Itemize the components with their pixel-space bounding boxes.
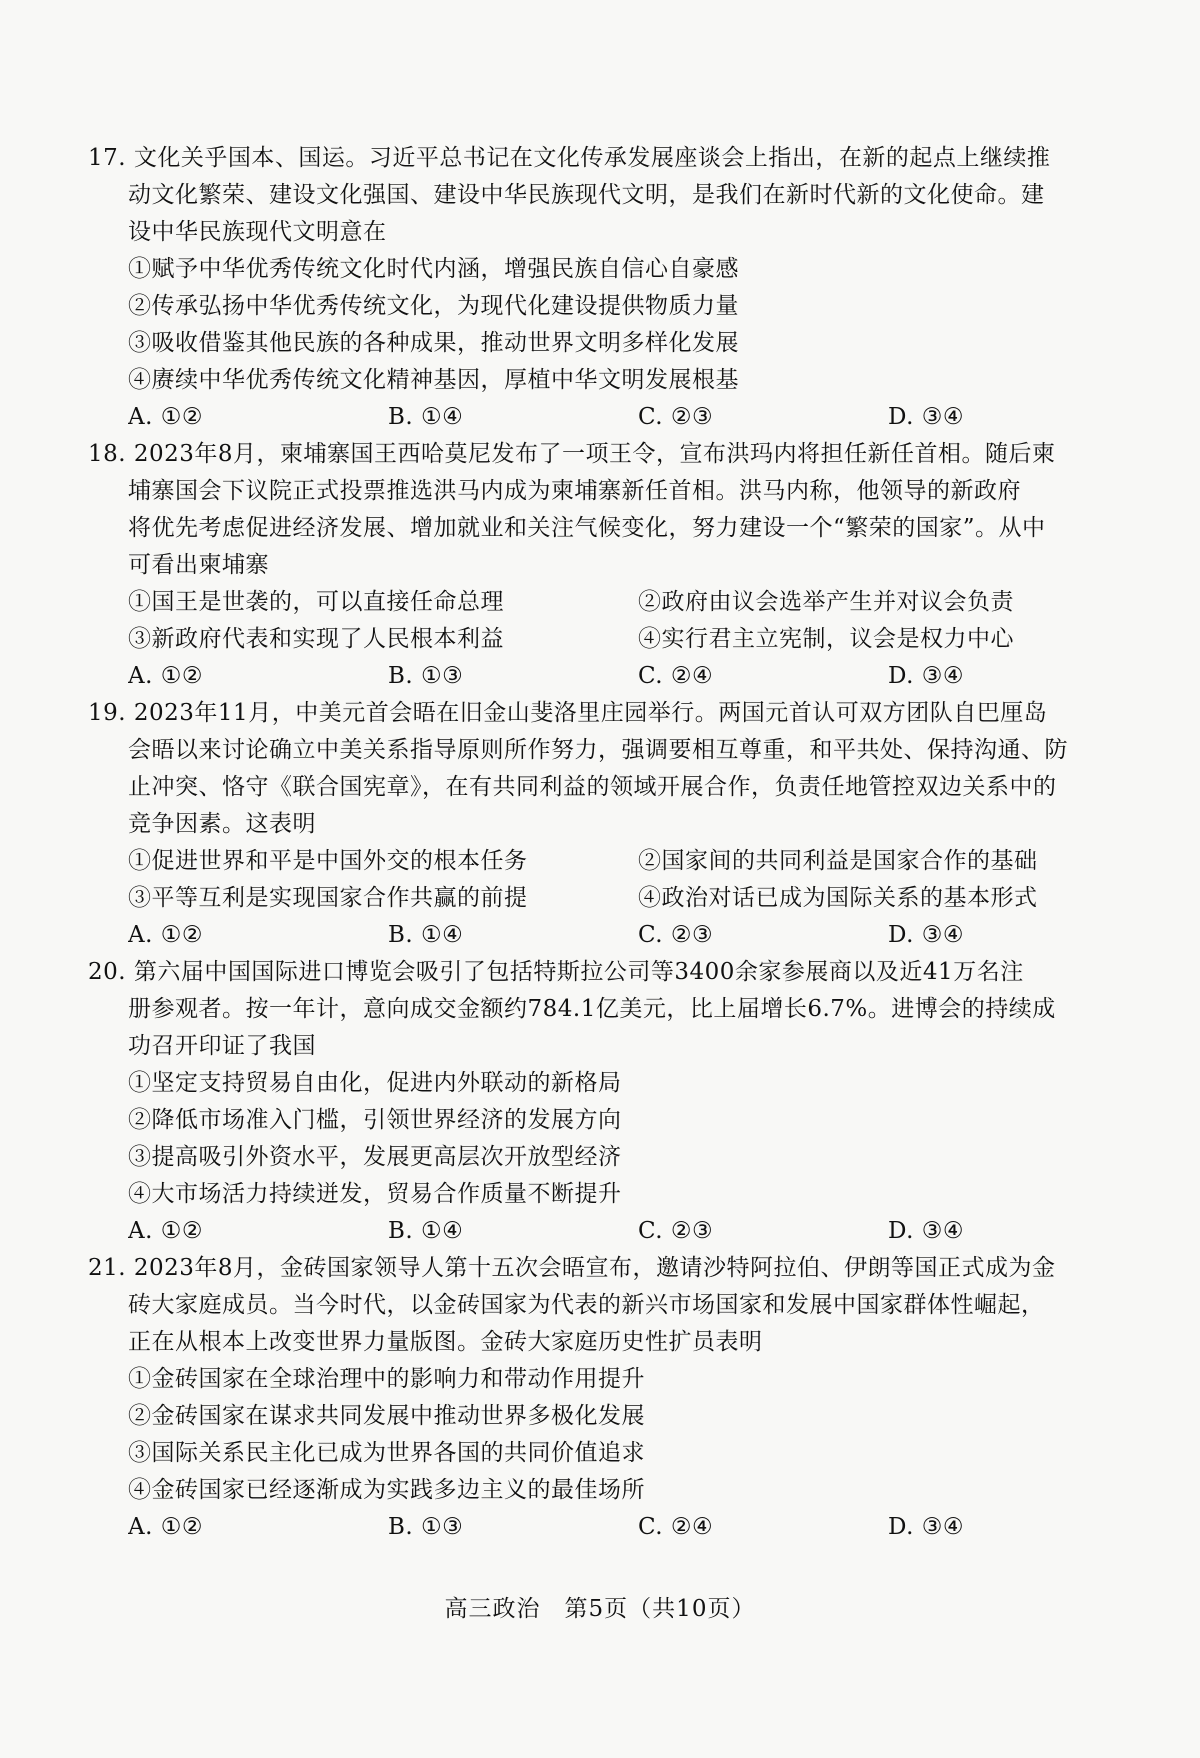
statement-option: ④实行君主立宪制，议会是权力中心 bbox=[638, 626, 1014, 652]
answer-choices bbox=[88, 917, 1078, 954]
choice-c: C. ②④ bbox=[638, 663, 714, 689]
statement-options bbox=[88, 843, 1078, 917]
statement-option: ②传承弘扬中华优秀传统文化，为现代化建设提供物质力量 bbox=[128, 293, 739, 319]
choice-a: A. ①② bbox=[128, 1514, 203, 1540]
statement-option: ②降低市场准入门槛，引领世界经济的发展方向 bbox=[128, 1107, 622, 1133]
question-stem-line: 砖大家庭成员。当今时代，以金砖国家为代表的新兴市场国家和发展中国家群体性崛起， bbox=[128, 1292, 1045, 1318]
statement-options bbox=[88, 584, 1078, 658]
question-stem-line: 竞争因素。这表明 bbox=[128, 811, 316, 837]
statement-option: ③平等互利是实现国家合作共赢的前提 bbox=[128, 885, 528, 911]
choice-a: A. ①② bbox=[128, 922, 203, 948]
question-stem-line: 功召开印证了我国 bbox=[128, 1033, 316, 1059]
question-stem-line: 20. 第六届中国国际进口博览会吸引了包括特斯拉公司等3400余家参展商以及近41万名注 bbox=[88, 959, 1024, 985]
choice-c: C. ②④ bbox=[638, 1514, 714, 1540]
answer-choices bbox=[88, 658, 1078, 695]
choice-d: D. ③④ bbox=[888, 1514, 964, 1540]
question-stem-line: 会晤以来讨论确立中美关系指导原则所作努力，强调要相互尊重，和平共处、保持沟通、防 bbox=[128, 737, 1068, 763]
statement-option: ②政府由议会选举产生并对议会负责 bbox=[638, 589, 1014, 615]
question-stem-line: 正在从根本上改变世界力量版图。金砖大家庭历史性扩员表明 bbox=[128, 1329, 763, 1355]
statement-option: ④金砖国家已经逐渐成为实践多边主义的最佳场所 bbox=[128, 1477, 645, 1503]
question-18 bbox=[88, 436, 1078, 695]
questions-container bbox=[88, 140, 1078, 1546]
question-stem-line: 动文化繁荣、建设文化强国、建设中华民族现代文明，是我们在新时代新的文化使命。建 bbox=[128, 182, 1045, 208]
choice-c: C. ②③ bbox=[638, 404, 714, 430]
answer-choices bbox=[88, 399, 1078, 436]
statement-option: ②金砖国家在谋求共同发展中推动世界多极化发展 bbox=[128, 1403, 645, 1429]
choice-d: D. ③④ bbox=[888, 922, 964, 948]
statement-option: ①促进世界和平是中国外交的根本任务 bbox=[128, 848, 528, 874]
choice-c: C. ②③ bbox=[638, 1218, 714, 1244]
statement-option: ③新政府代表和实现了人民根本利益 bbox=[128, 626, 504, 652]
choice-d: D. ③④ bbox=[888, 404, 964, 430]
statement-option: ①坚定支持贸易自由化，促进内外联动的新格局 bbox=[128, 1070, 622, 1096]
statement-option: ①金砖国家在全球治理中的影响力和带动作用提升 bbox=[128, 1366, 645, 1392]
choice-a: A. ①② bbox=[128, 404, 203, 430]
question-stem-line: 册参观者。按一年计，意向成交金额约784.1亿美元，比上届增长6.7%。进博会的持续成 bbox=[128, 996, 1056, 1022]
page-footer: 高三政治 第5页（共10页） bbox=[444, 1596, 756, 1622]
question-17 bbox=[88, 140, 1078, 436]
statement-option: ①赋予中华优秀传统文化时代内涵，增强民族自信心自豪感 bbox=[128, 256, 739, 282]
question-20 bbox=[88, 954, 1078, 1250]
choice-b: B. ①④ bbox=[388, 404, 464, 430]
choice-a: A. ①② bbox=[128, 663, 203, 689]
question-stem-line: 设中华民族现代文明意在 bbox=[128, 219, 387, 245]
question-21 bbox=[88, 1250, 1078, 1546]
statement-option: ④政治对话已成为国际关系的基本形式 bbox=[638, 885, 1038, 911]
choice-b: B. ①③ bbox=[388, 663, 464, 689]
question-stem-line: 21. 2023年8月，金砖国家领导人第十五次会晤宣布，邀请沙特阿拉伯、伊朗等国正式成为金 bbox=[88, 1255, 1056, 1281]
choice-a: A. ①② bbox=[128, 1218, 203, 1244]
question-stem-line: 18. 2023年8月，柬埔寨国王西哈莫尼发布了一项王令，宣布洪玛内将担任新任首相。随后柬 bbox=[88, 441, 1056, 467]
answer-choices bbox=[88, 1213, 1078, 1250]
question-stem-line: 将优先考虑促进经济发展、增加就业和关注气候变化，努力建设一个“繁荣的国家”。从中 bbox=[128, 515, 1046, 541]
statement-option: ③国际关系民主化已成为世界各国的共同价值追求 bbox=[128, 1440, 645, 1466]
statement-option: ③吸收借鉴其他民族的各种成果，推动世界文明多样化发展 bbox=[128, 330, 739, 356]
choice-b: B. ①④ bbox=[388, 922, 464, 948]
question-stem-line: 可看出柬埔寨 bbox=[128, 552, 269, 578]
question-stem-line: 埔寨国会下议院正式投票推选洪马内成为柬埔寨新任首相。洪马内称，他领导的新政府 bbox=[128, 478, 1021, 504]
question-stem-line: 17. 文化关乎国本、国运。习近平总书记在文化传承发展座谈会上指出，在新的起点上继续推 bbox=[88, 145, 1051, 171]
answer-choices bbox=[88, 1509, 1078, 1546]
statement-option: ④赓续中华优秀传统文化精神基因，厚植中华文明发展根基 bbox=[128, 367, 739, 393]
choice-b: B. ①④ bbox=[388, 1218, 464, 1244]
choice-d: D. ③④ bbox=[888, 663, 964, 689]
choice-d: D. ③④ bbox=[888, 1218, 964, 1244]
question-stem-line: 19. 2023年11月，中美元首会晤在旧金山斐洛里庄园举行。两国元首认可双方团队自巴厘岛 bbox=[88, 700, 1048, 726]
statement-option: ②国家间的共同利益是国家合作的基础 bbox=[638, 848, 1038, 874]
choice-b: B. ①③ bbox=[388, 1514, 464, 1540]
question-19 bbox=[88, 695, 1078, 954]
statement-option: ④大市场活力持续迸发，贸易合作质量不断提升 bbox=[128, 1181, 622, 1207]
statement-option: ①国王是世袭的，可以直接任命总理 bbox=[128, 589, 504, 615]
choice-c: C. ②③ bbox=[638, 922, 714, 948]
statement-option: ③提高吸引外资水平，发展更高层次开放型经济 bbox=[128, 1144, 622, 1170]
question-stem-line: 止冲突、恪守《联合国宪章》，在有共同利益的领域开展合作，负责任地管控双边关系中的 bbox=[128, 774, 1057, 800]
